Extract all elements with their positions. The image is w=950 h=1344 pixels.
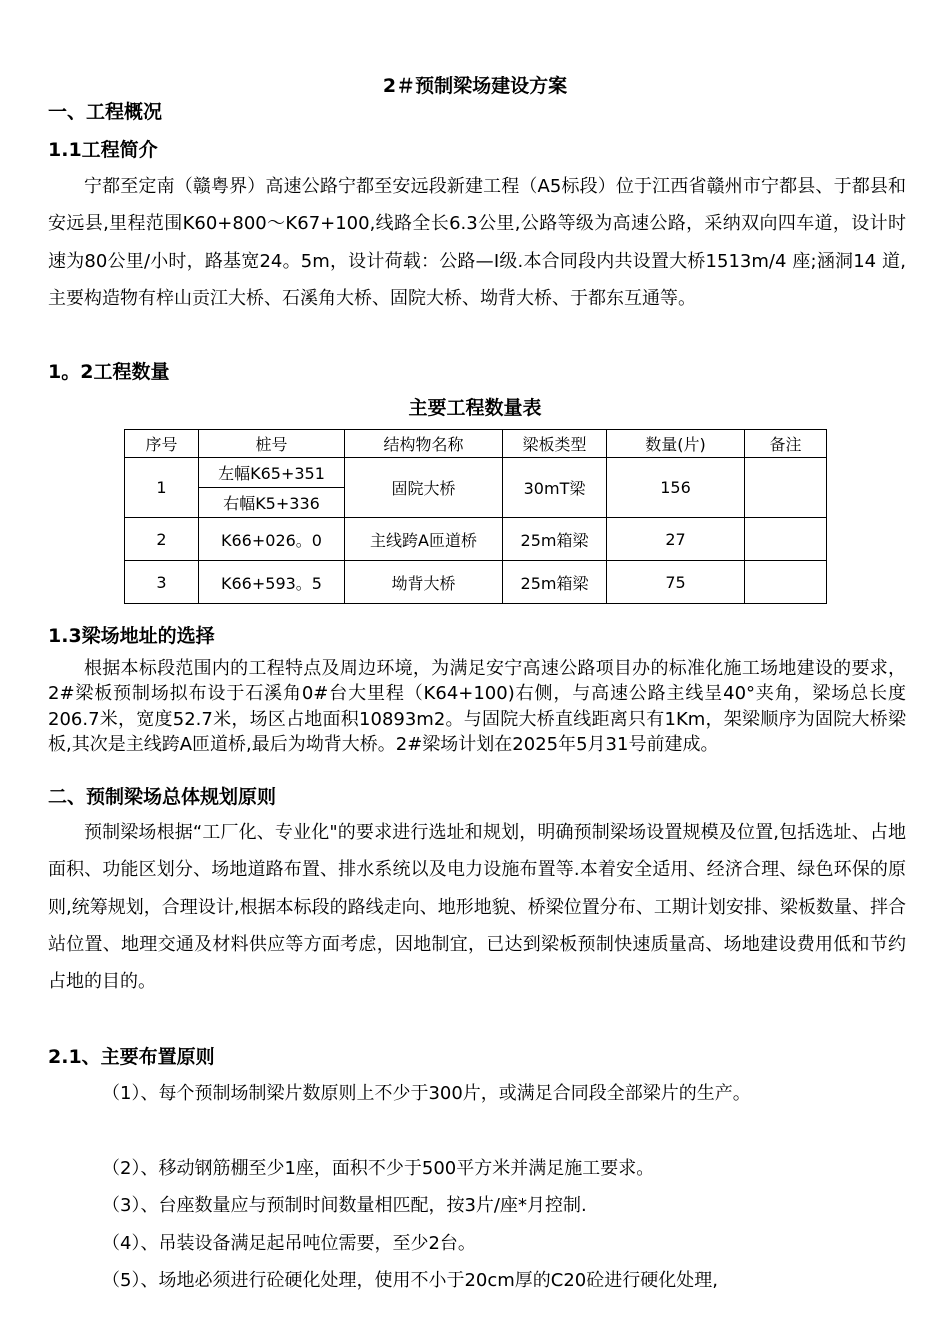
section-1-2-heading: 1。2工程数量	[48, 361, 170, 383]
table-row	[125, 561, 827, 604]
column-header: 桩号	[199, 430, 345, 458]
cell-note	[745, 458, 827, 518]
document-title: 2＃预制梁场建设方案	[382, 75, 568, 97]
principle-item: （2）、移动钢筋棚至少1座，面积不少于500平方米并满足施工要求。	[102, 1158, 655, 1179]
column-header: 结构物名称	[345, 430, 503, 458]
cell-beam-type: 25m箱梁	[503, 561, 607, 604]
section-2-heading: 二、预制梁场总体规划原则	[48, 786, 277, 808]
cell-pile: K66+026。0	[199, 518, 345, 561]
cell-pile-right: 右幅K5+336	[199, 488, 345, 518]
quantity-table	[124, 429, 827, 604]
section-1-3-heading: 1.3梁场地址的选择	[48, 625, 215, 647]
table-caption: 主要工程数量表	[408, 397, 542, 419]
cell-note	[745, 518, 827, 561]
table-row	[125, 518, 827, 561]
table-header-row	[125, 430, 827, 458]
section-2-1-heading: 2.1、主要布置原则	[48, 1046, 215, 1068]
principle-item: （1）、每个预制场制梁片数原则上不少于300片，或满足合同段全部梁片的生产。	[102, 1083, 751, 1104]
column-header: 备注	[745, 430, 827, 458]
principle-item: （5）、场地必须进行砼硬化处理，使用不小于20cm厚的C20砼进行硬化处理,	[102, 1270, 718, 1291]
column-header: 序号	[125, 430, 199, 458]
column-header: 数量(片)	[607, 430, 745, 458]
cell-structure-name: 主线跨A匝道桥	[345, 518, 503, 561]
section-1-heading: 一、工程概况	[48, 101, 163, 123]
cell-no: 1	[125, 458, 199, 518]
section-2-paragraph: 预制梁场根据“工厂化、专业化"的要求进行选址和规划，明确预制梁场设置规模及位置,包括选址、占地面积、功能区划分、场地道路布置、排水系统以及电力设施布置等.本着安全适用、经济合理、绿色环保的原则,统筹规划，合理设计,根据本标段的路线走向、地形地貌、桥梁位置分布、工期计划安排、梁板数量、拌合站位置、地理交通及材料供应等方面考虑，因地制宜，已达到梁板预制快速质量高、场地建设费用低和节约占地的目的。	[48, 822, 906, 993]
principle-item: （4）、吊装设备满足起吊吨位需要，至少2台。	[102, 1233, 476, 1254]
table-row	[125, 458, 827, 488]
cell-quantity: 75	[607, 561, 745, 604]
cell-pile-left: 左幅K65+351	[199, 458, 345, 488]
section-1-1-heading: 1.1工程简介	[48, 139, 158, 161]
section-1-3-paragraph: 根据本标段范围内的工程特点及周边环境，为满足安宁高速公路项目办的标准化施工场地建设的要求，2#梁板预制场拟布设于石溪角0#台大里程（K64+100)右侧，与高速公路主线呈40°夹角，梁场总长度206.7米，宽度52.7米，场区占地面积10893m2。与固院大桥直线距离只有1Km，架梁顺序为固院大桥梁板,其次是主线跨A匝道桥,最后为坳背大桥。2#梁场计划在2025年5月31号前建成。	[48, 658, 906, 756]
section-1-1-paragraph: 宁都至定南（赣粤界）高速公路宁都至安远段新建工程（A5标段）位于江西省赣州市宁都县、于都县和安远县,里程范围K60+800～K67+100,线路全长6.3公里,公路等级为高速公路，采纳双向四车道，设计时速为80公里/小时，路基宽24。5m，设计荷载：公路—Ⅰ级.本合同段内共设置大桥1513m/4 座;涵洞14 道,主要构造物有梓山贡江大桥、石溪角大桥、固院大桥、坳背大桥、于都东互通等。	[48, 176, 906, 309]
cell-quantity: 27	[607, 518, 745, 561]
cell-no: 2	[125, 518, 199, 561]
column-header: 梁板类型	[503, 430, 607, 458]
cell-no: 3	[125, 561, 199, 604]
cell-structure-name: 固院大桥	[345, 458, 503, 518]
cell-note	[745, 561, 827, 604]
cell-structure-name: 坳背大桥	[345, 561, 503, 604]
principle-item: （3）、台座数量应与预制时间数量相匹配，按3片/座*月控制.	[102, 1195, 587, 1216]
cell-beam-type: 30mT梁	[503, 458, 607, 518]
cell-pile: K66+593。5	[199, 561, 345, 604]
cell-beam-type: 25m箱梁	[503, 518, 607, 561]
cell-quantity: 156	[607, 458, 745, 518]
